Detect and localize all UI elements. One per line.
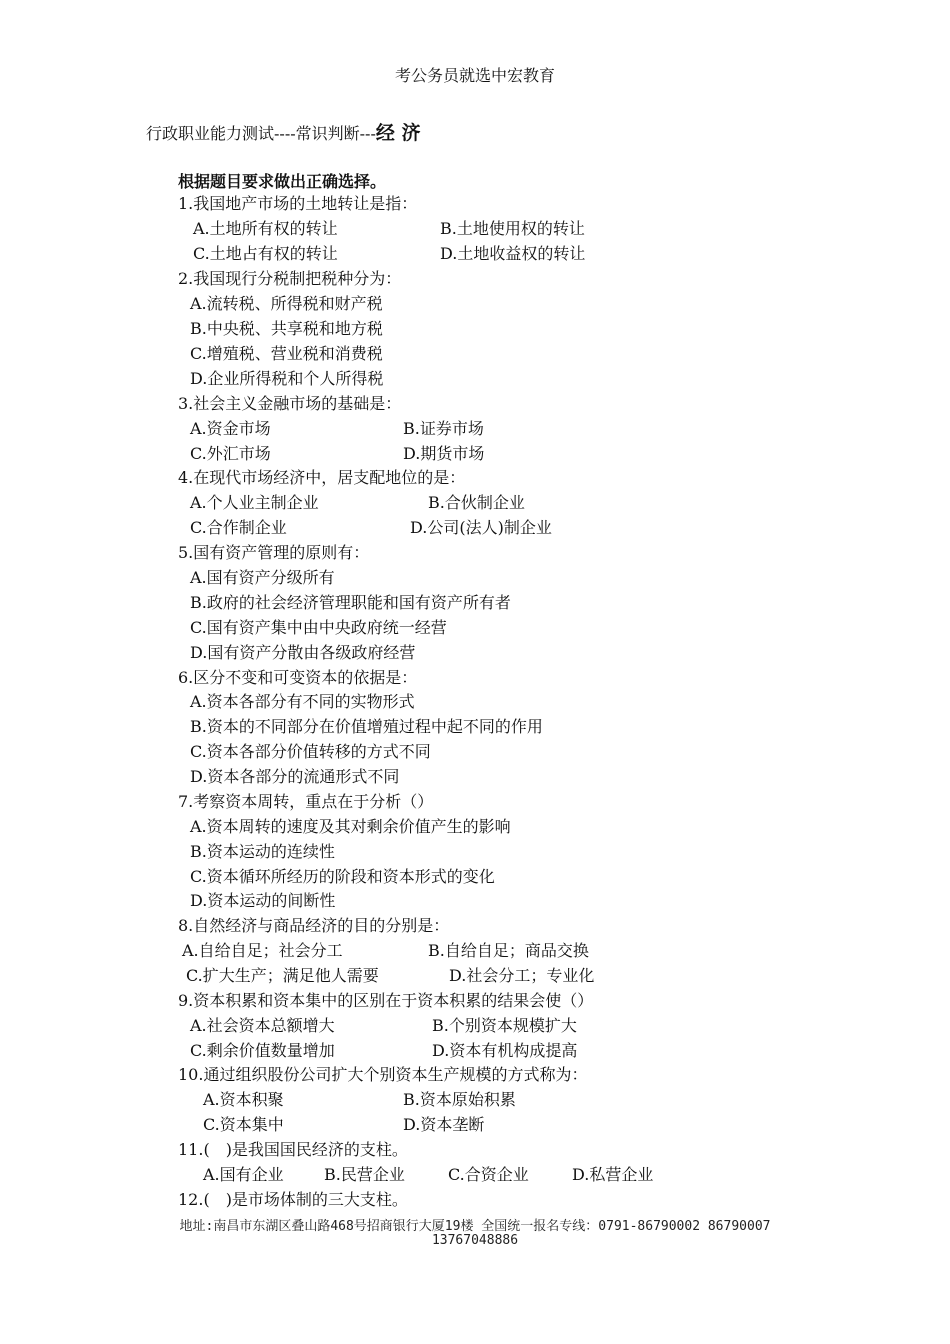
- section-title-prefix: 行政职业能力测试----常识判断---: [146, 124, 376, 143]
- option: A.自给自足；社会分工: [182, 941, 343, 960]
- question-stem: 11.( )是我国国民经济的支柱。: [178, 1140, 408, 1159]
- option: C.资本循环所经历的阶段和资本形式的变化: [190, 867, 495, 886]
- option: A.社会资本总额增大: [190, 1016, 335, 1035]
- question-stem: 5.国有资产管理的原则有：: [178, 543, 370, 562]
- question-stem: 9.资本积累和资本集中的区别在于资本积累的结果会使（）: [178, 991, 594, 1010]
- option: C.资本集中: [203, 1115, 284, 1134]
- option: A.资本周转的速度及其对剩余价值产生的影响: [190, 817, 511, 836]
- option: C.增殖税、营业税和消费税: [190, 344, 383, 363]
- option: A.资本各部分有不同的实物形式: [190, 692, 415, 711]
- footer-address: 地址:南昌市东湖区叠山路468号招商银行大厦19楼 全国统一报名专线：0791-86790002 86790007: [179, 1219, 771, 1234]
- option: B.个别资本规模扩大: [432, 1016, 577, 1035]
- option: D.期货市场: [403, 444, 485, 463]
- question-stem: 10.通过组织股份公司扩大个别资本生产规模的方式称为：: [178, 1065, 588, 1084]
- option: D.社会分工；专业化: [449, 966, 595, 985]
- option: B.资本原始积累: [403, 1090, 516, 1109]
- option: C.剩余价值数量增加: [190, 1041, 335, 1060]
- option: B.资本运动的连续性: [190, 842, 335, 861]
- option: D.土地收益权的转让: [440, 244, 586, 263]
- option: B.民营企业: [324, 1165, 405, 1184]
- question-stem: 6.区分不变和可变资本的依据是：: [178, 668, 418, 687]
- option: D.资本各部分的流通形式不同: [190, 767, 400, 786]
- section-title: [146, 118, 420, 145]
- option: A.资金市场: [190, 419, 271, 438]
- option: D.资本运动的间断性: [190, 891, 336, 910]
- question-stem: 12.( )是市场体制的三大支柱。: [178, 1190, 408, 1209]
- option: A.资本积聚: [203, 1090, 284, 1109]
- option: D.私营企业: [572, 1165, 654, 1184]
- option: C.扩大生产；满足他人需要: [186, 966, 379, 985]
- option: B.自给自足；商品交换: [428, 941, 589, 960]
- option: B.证券市场: [403, 419, 484, 438]
- option: D.公司(法人)制企业: [410, 518, 552, 537]
- option: D.资本有机构成提高: [432, 1041, 578, 1060]
- option: D.资本垄断: [403, 1115, 485, 1134]
- option: C.国有资产集中由中央政府统一经营: [190, 618, 447, 637]
- option: A.土地所有权的转让: [193, 219, 338, 238]
- option: B.中央税、共享税和地方税: [190, 319, 383, 338]
- question-stem: 8.自然经济与商品经济的目的分别是：: [178, 916, 450, 935]
- option: D.国有资产分散由各级政府经营: [190, 643, 416, 662]
- question-stem: 3.社会主义金融市场的基础是：: [178, 394, 402, 413]
- question-stem: 1.我国地产市场的土地转让是指：: [178, 194, 418, 213]
- question-stem: 2.我国现行分税制把税种分为：: [178, 269, 402, 288]
- option: B.土地使用权的转让: [440, 219, 585, 238]
- instruction: 根据题目要求做出正确选择。: [178, 172, 387, 191]
- question-stem: 7.考察资本周转，重点在于分析（）: [178, 792, 434, 811]
- option: B.资本的不同部分在价值增殖过程中起不同的作用: [190, 717, 543, 736]
- option: A.个人业主制企业: [190, 493, 319, 512]
- option: C.合作制企业: [190, 518, 287, 537]
- option: A.国有企业: [203, 1165, 284, 1184]
- section-title-topic: 经 济: [375, 122, 421, 144]
- question-stem: 4.在现代市场经济中，居支配地位的是：: [178, 468, 466, 487]
- option: B.合伙制企业: [428, 493, 525, 512]
- option: C.土地占有权的转让: [193, 244, 338, 263]
- page-header: 考公务员就选中宏教育: [394, 66, 555, 85]
- option: C.合资企业: [448, 1165, 529, 1184]
- option: D.企业所得税和个人所得税: [190, 369, 384, 388]
- option: A.流转税、所得税和财产税: [190, 294, 383, 313]
- option: A.国有资产分级所有: [190, 568, 335, 587]
- option: C.资本各部分价值转移的方式不同: [190, 742, 431, 761]
- footer-phone: 13767048886: [431, 1233, 519, 1248]
- option: B.政府的社会经济管理职能和国有资产所有者: [190, 593, 511, 612]
- option: C.外汇市场: [190, 444, 271, 463]
